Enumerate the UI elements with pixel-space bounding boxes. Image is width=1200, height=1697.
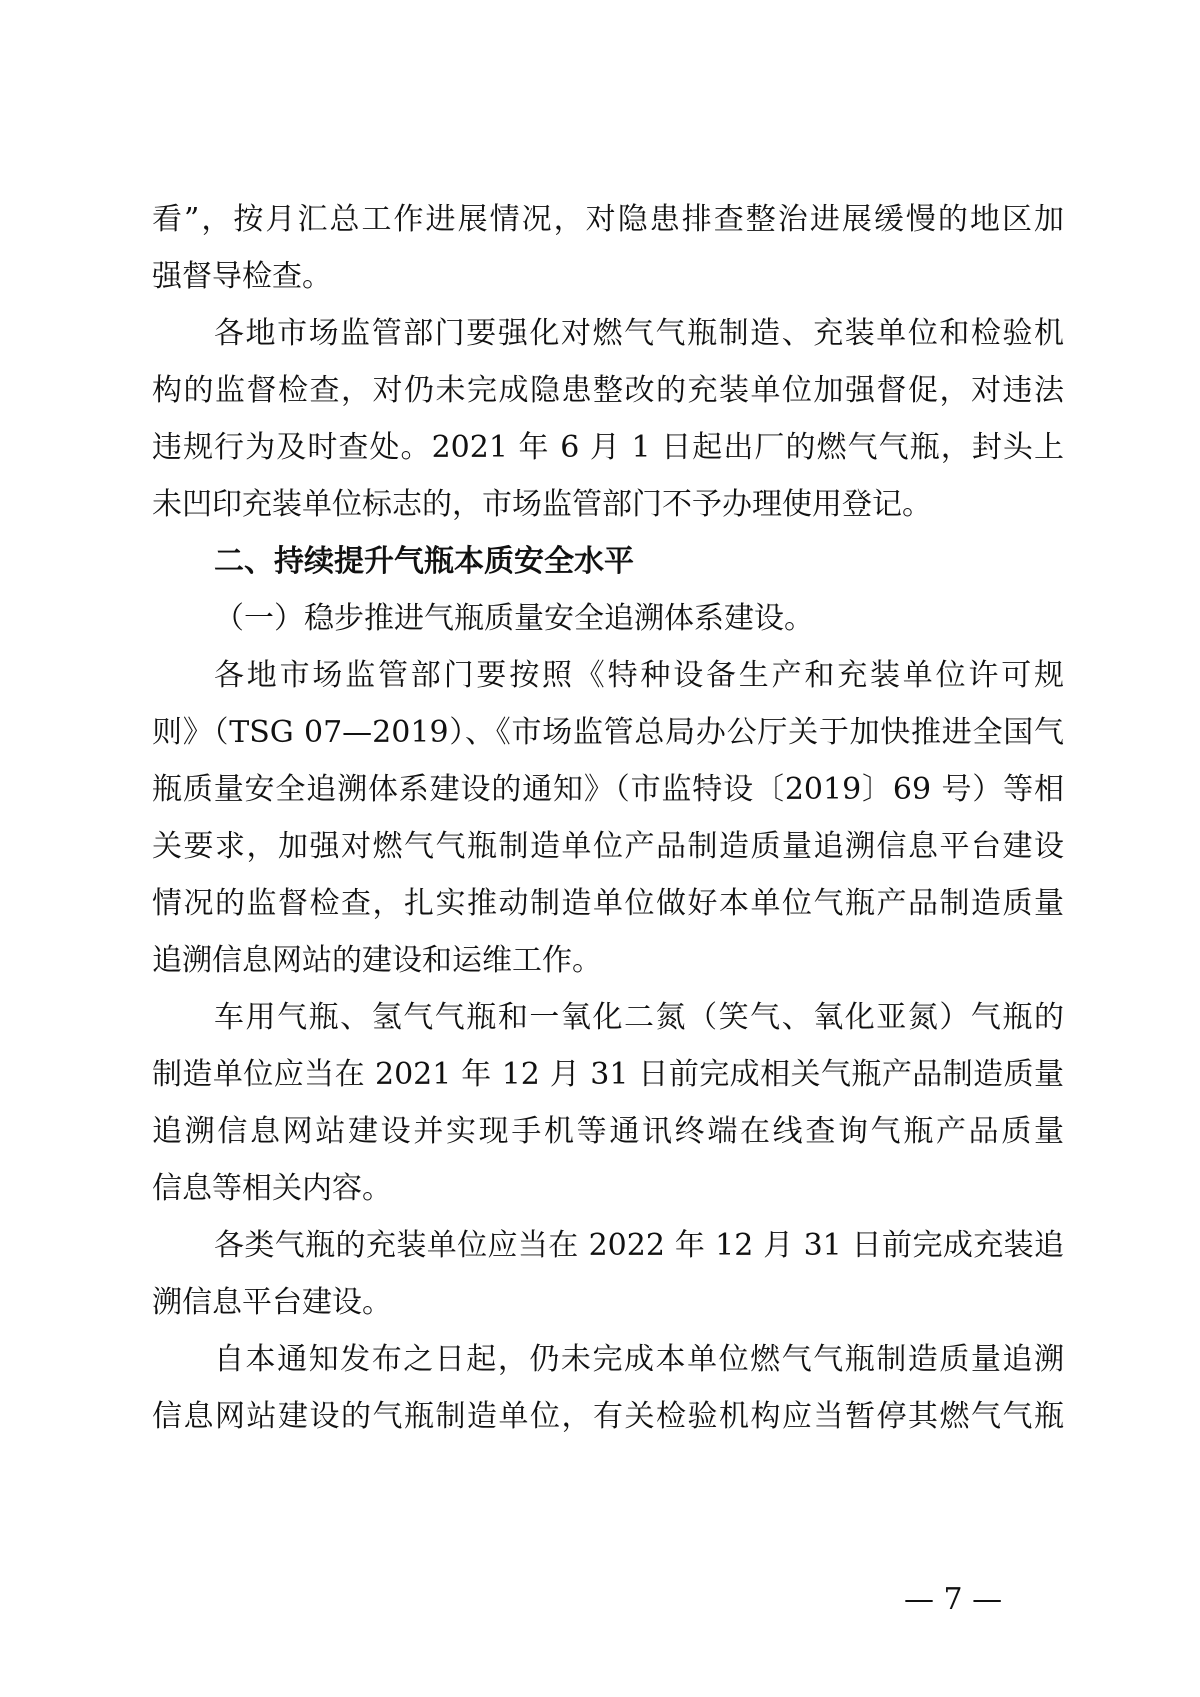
section-heading: 二、持续提升气瓶本质安全水平 — [214, 544, 634, 579]
text-line: 关要求，加强对燃气气瓶制造单位产品制造质量追溯信息平台建设 — [152, 829, 1064, 864]
subsection-heading: （一）稳步推进气瓶质量安全追溯体系建设。 — [214, 601, 814, 636]
text-line: 则》（TSG 07—2019）、《市场监管总局办公厅关于加快推进全国气 — [152, 715, 1064, 750]
text-line: 构的监督检查，对仍未完成隐患整改的充装单位加强督促，对违法 — [152, 373, 1064, 408]
text-line: 违规行为及时查处。2021 年 6 月 1 日起出厂的燃气气瓶，封头上 — [152, 430, 1064, 465]
text-line: 车用气瓶、氢气气瓶和一氧化二氮（笑气、氧化亚氮）气瓶的 — [214, 1000, 1064, 1035]
text-line: 自本通知发布之日起，仍未完成本单位燃气气瓶制造质量追溯 — [214, 1342, 1064, 1377]
text-line: 各类气瓶的充装单位应当在 2022 年 12 月 31 日前完成充装追 — [214, 1228, 1064, 1263]
text-line: 追溯信息网站建设并实现手机等通讯终端在线查询气瓶产品质量 — [152, 1114, 1064, 1149]
text-line: 看”，按月汇总工作进展情况，对隐患排查整治进展缓慢的地区加 — [152, 202, 1064, 237]
text-line: 情况的监督检查，扎实推动制造单位做好本单位气瓶产品制造质量 — [152, 886, 1064, 921]
text-line: 各地市场监管部门要强化对燃气气瓶制造、充装单位和检验机 — [214, 316, 1064, 351]
text-line: 制造单位应当在 2021 年 12 月 31 日前完成相关气瓶产品制造质量 — [152, 1057, 1064, 1092]
page-number: — 7 — — [904, 1582, 1003, 1617]
text-line: 强督导检查。 — [152, 259, 332, 294]
text-line: 瓶质量安全追溯体系建设的通知》（市监特设〔2019〕69 号）等相 — [152, 772, 1064, 807]
text-line: 溯信息平台建设。 — [152, 1285, 392, 1320]
text-line: 信息等相关内容。 — [152, 1171, 392, 1206]
text-line: 未凹印充装单位标志的，市场监管部门不予办理使用登记。 — [152, 487, 932, 522]
text-line: 追溯信息网站的建设和运维工作。 — [152, 943, 602, 978]
text-line: 各地市场监管部门要按照《特种设备生产和充装单位许可规 — [214, 658, 1064, 693]
text-line: 信息网站建设的气瓶制造单位，有关检验机构应当暂停其燃气气瓶 — [152, 1399, 1064, 1434]
